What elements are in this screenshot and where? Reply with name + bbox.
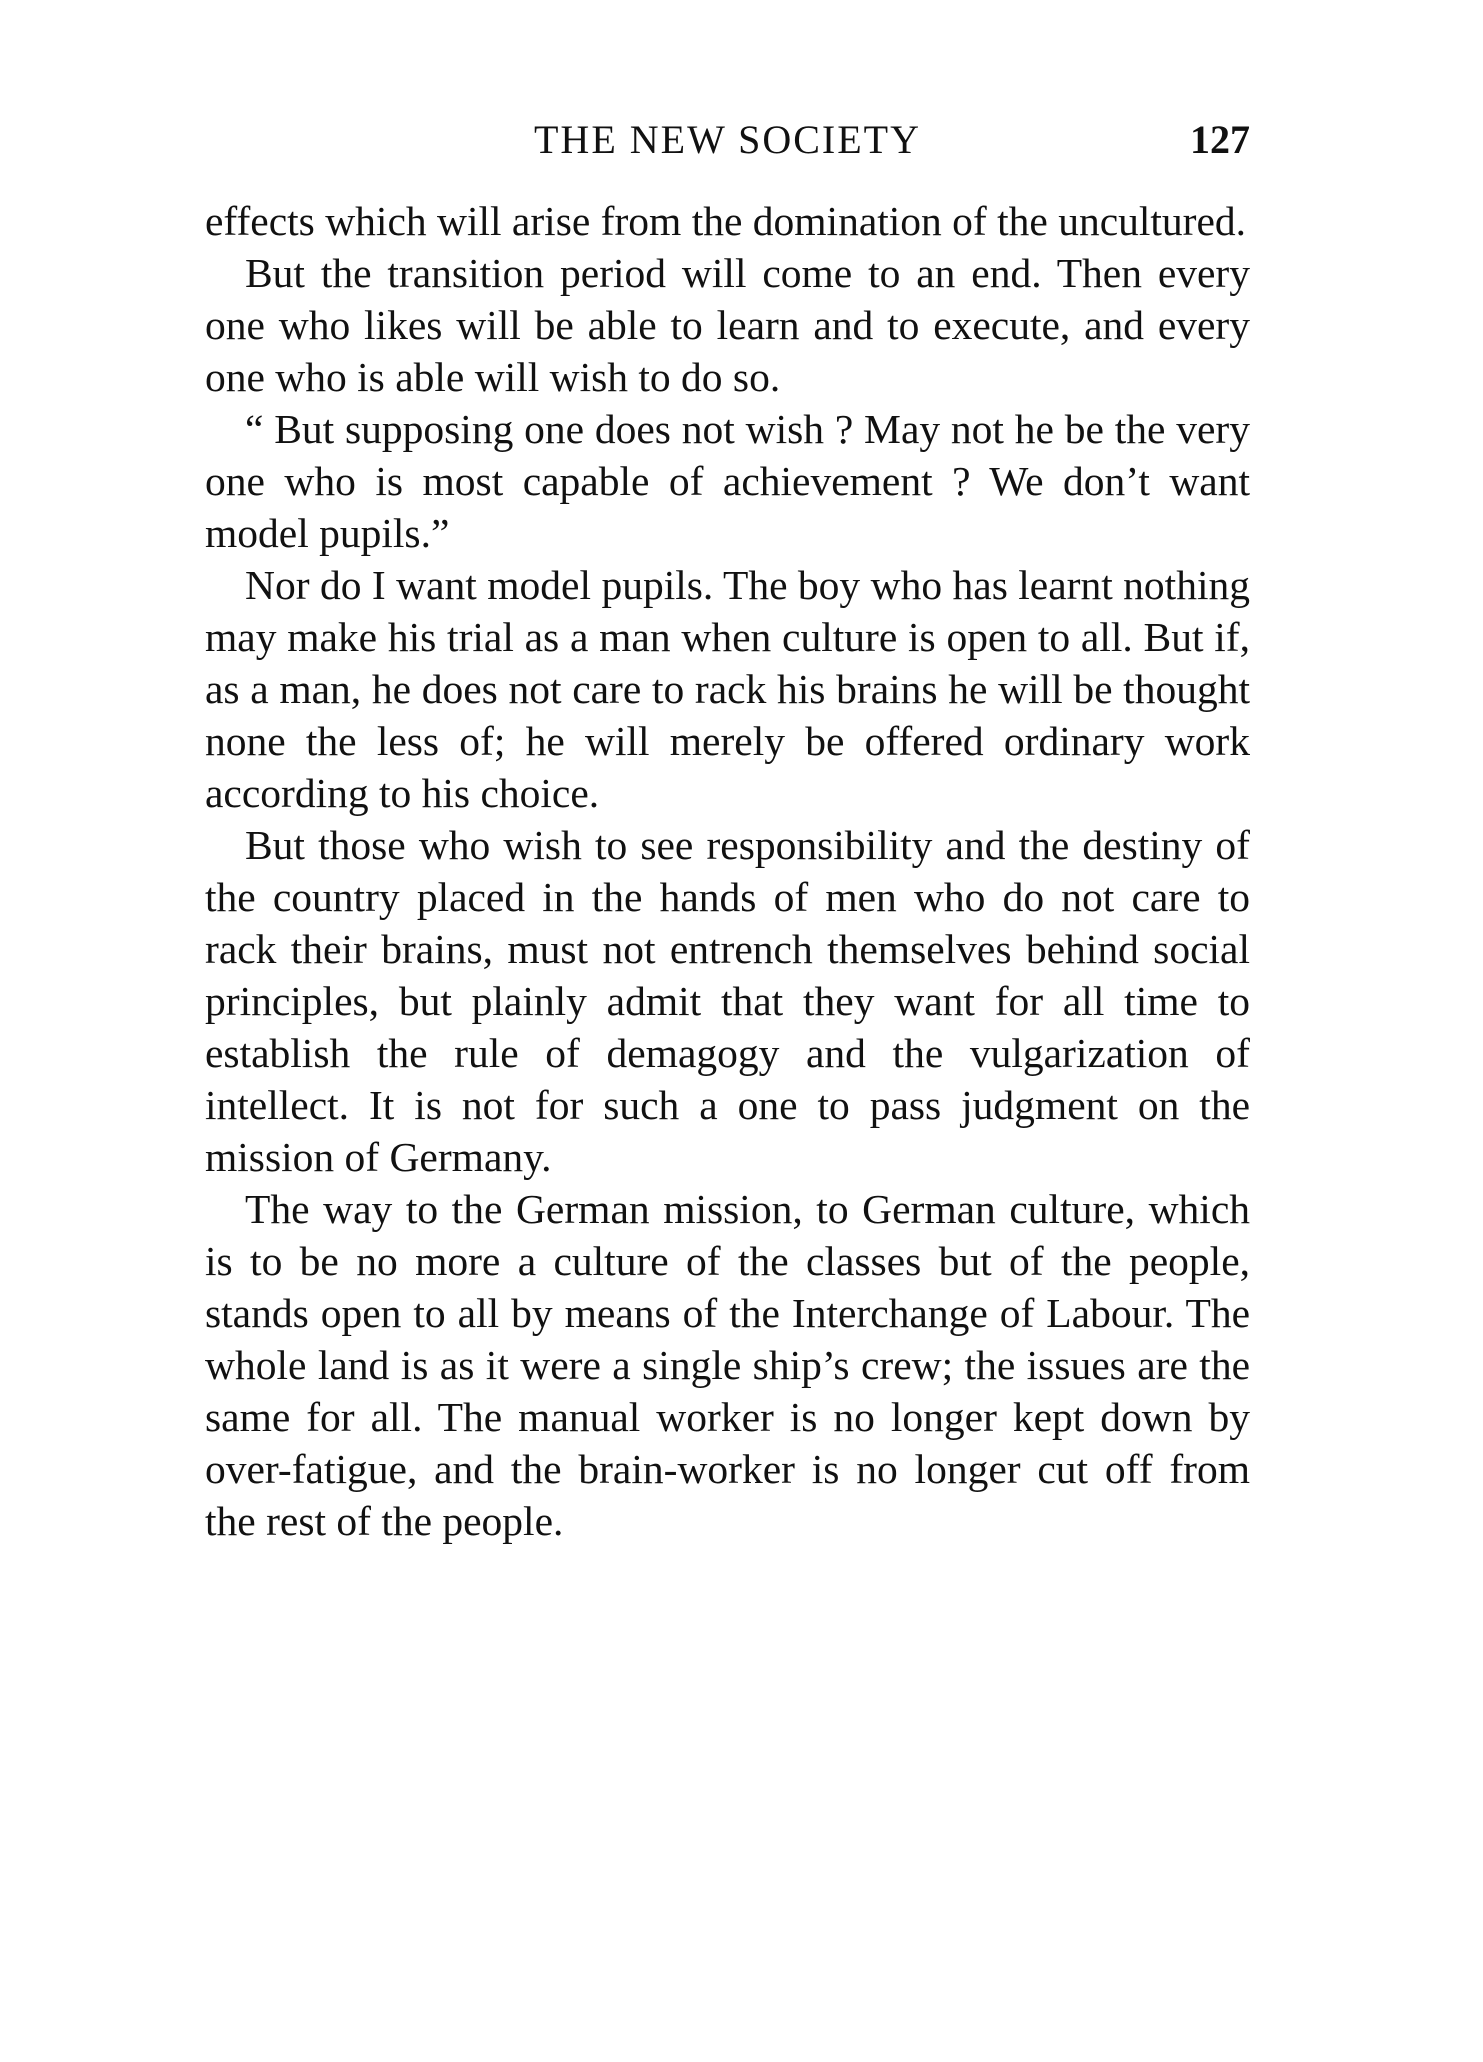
paragraph: Nor do I want model pupils. The boy who has learnt nothing may make his trial as a man when culture is open to all. But if, as a man, he does not care to rack his brains he will be thought none the less of; he will merely be offered ordinary work according to his choice. — [205, 562, 1250, 816]
running-title: THE NEW SOCIETY — [534, 117, 921, 162]
paragraph-quotation: “ But supposing one does not wish ? May not he be the very one who is most capable of achievement ? We don’t want model pupils.” — [205, 406, 1250, 556]
page-number: 127 — [1190, 117, 1250, 162]
paragraph: But the transition period will come to an end. Then every one who likes will be able to learn and to execute, and every one who is able will wish to do so. — [205, 250, 1250, 400]
paragraph: But those who wish to see responsibility and the destiny of the country placed in the hands of men who do not care to rack their brains, must not entrench themselves behind social principles, but plainly admit that they want for all time to establish the rule of demagogy and the vulgarization of intellect. It is not for such a one to pass judgment on the mission of Germany. — [205, 822, 1250, 1180]
paragraph-continued: effects which will arise from the domination of the uncultured. — [205, 198, 1247, 244]
paragraph: The way to the German mission, to German culture, which is to be no more a culture of the classes but of the people, stands open to all by means of the Interchange of Labour. The whole land is as it were a single ship’s crew; the issues are the same for all. The manual worker is no longer kept down by over-fatigue, and the brain-worker is no longer cut off from the rest of the people. — [205, 1186, 1250, 1544]
running-head — [205, 112, 1250, 172]
body-text — [205, 195, 1250, 1547]
